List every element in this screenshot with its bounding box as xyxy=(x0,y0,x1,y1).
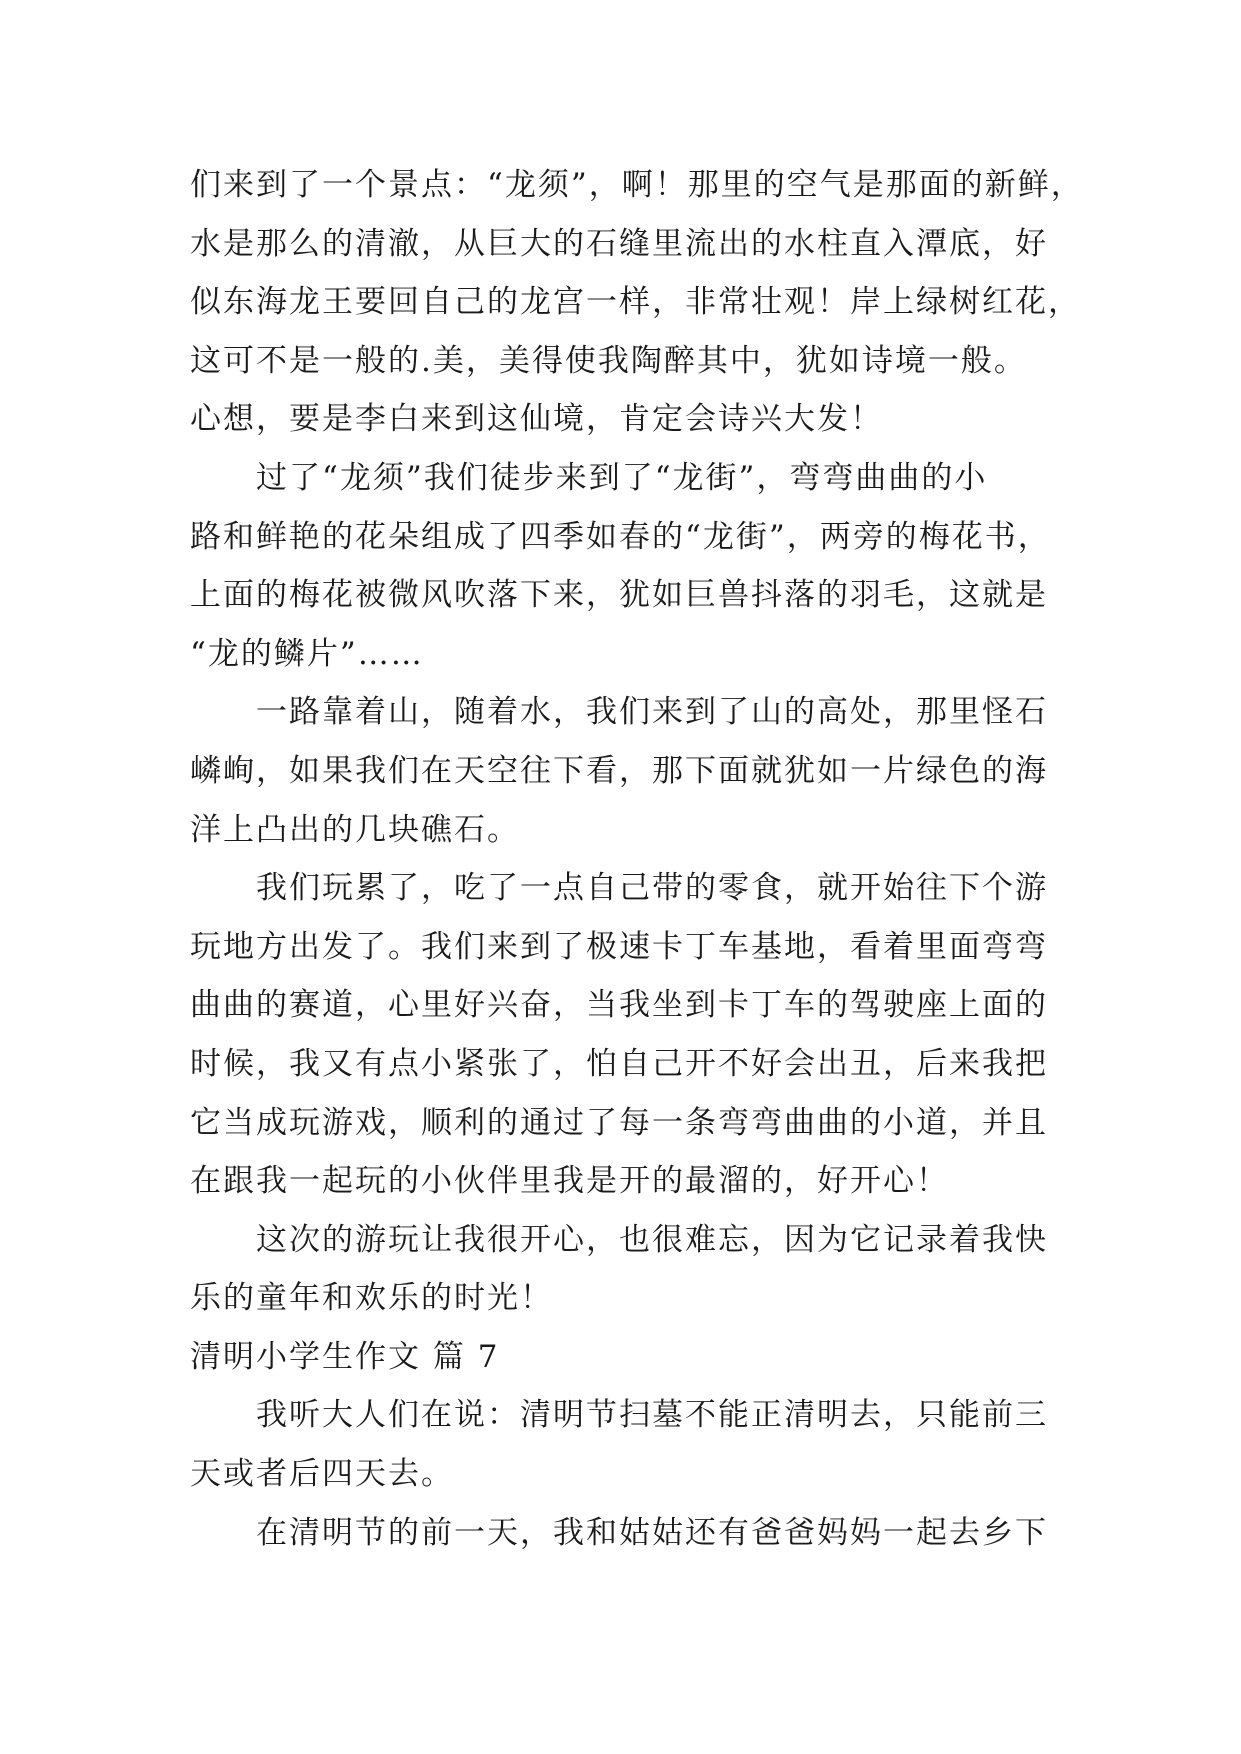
text-line: 乐的童年和欢乐的时光！ xyxy=(190,1280,553,1317)
paragraph-first-line: 这次的游玩让我很开心，也很难忘，因为它记录着我快 xyxy=(256,1221,1048,1258)
paragraph-first-line: 一路靠着山，随着水，我们来到了山的高处，那里怪石 xyxy=(256,694,1048,731)
text-line: “龙的鳞片”…… xyxy=(190,635,424,672)
text-line: 嶙峋，如果我们在天空往下看，那下面就犹如一片绿色的海 xyxy=(190,752,1048,789)
text-line: 天或者后四天去。 xyxy=(190,1456,454,1493)
text-line: 水是那么的清澈，从巨大的石缝里流出的水柱直入潭底，好 xyxy=(190,225,1048,262)
paragraph-first-line: 我们玩累了，吃了一点自己带的零食，就开始往下个游 xyxy=(256,870,1048,907)
text-line: 在跟我一起玩的小伙伴里我是开的最溜的，好开心！ xyxy=(190,1163,949,1200)
document-body xyxy=(190,156,1084,1562)
text-line: 路和鲜艳的花朵组成了四季如春的“龙街”，两旁的梅花书， xyxy=(190,518,1051,555)
text-line: 们来到了一个景点：“龙须”，啊！那里的空气是那面的新鲜， xyxy=(190,167,1084,203)
section-heading: 清明小学生作文 篇 7 xyxy=(190,1338,500,1375)
text-line: 它当成玩游戏，顺利的通过了每一条弯弯曲曲的小道，并且 xyxy=(190,1104,1048,1141)
text-line: 心想，要是李白来到这仙境，肯定会诗兴大发！ xyxy=(190,401,883,438)
text-line: 这可不是一般的.美，美得使我陶醉其中，犹如诗境一般。 xyxy=(190,342,1027,379)
text-line: 玩地方出发了。我们来到了极速卡丁车基地，看着里面弯弯 xyxy=(190,928,1048,965)
text-line: 上面的梅花被微风吹落下来，犹如巨兽抖落的羽毛，这就是 xyxy=(190,577,1048,614)
paragraph-first-line: 在清明节的前一天，我和姑姑还有爸爸妈妈一起去乡下 xyxy=(256,1514,1048,1551)
text-line: 洋上凸出的几块礁石。 xyxy=(190,811,520,848)
text-line: 时候，我又有点小紧张了，怕自己开不好会出丑，后来我把 xyxy=(190,1045,1048,1082)
text-line: 似东海龙王要回自己的龙宫一样，非常壮观！岸上绿树红花， xyxy=(190,284,1081,321)
paragraph-first-line: 过了“龙须”我们徒步来到了“龙街”，弯弯曲曲的小 xyxy=(256,459,988,496)
paragraph-first-line: 我听大人们在说：清明节扫墓不能正清明去，只能前三 xyxy=(256,1397,1048,1434)
text-line: 曲曲的赛道，心里好兴奋，当我坐到卡丁车的驾驶座上面的 xyxy=(190,987,1048,1024)
